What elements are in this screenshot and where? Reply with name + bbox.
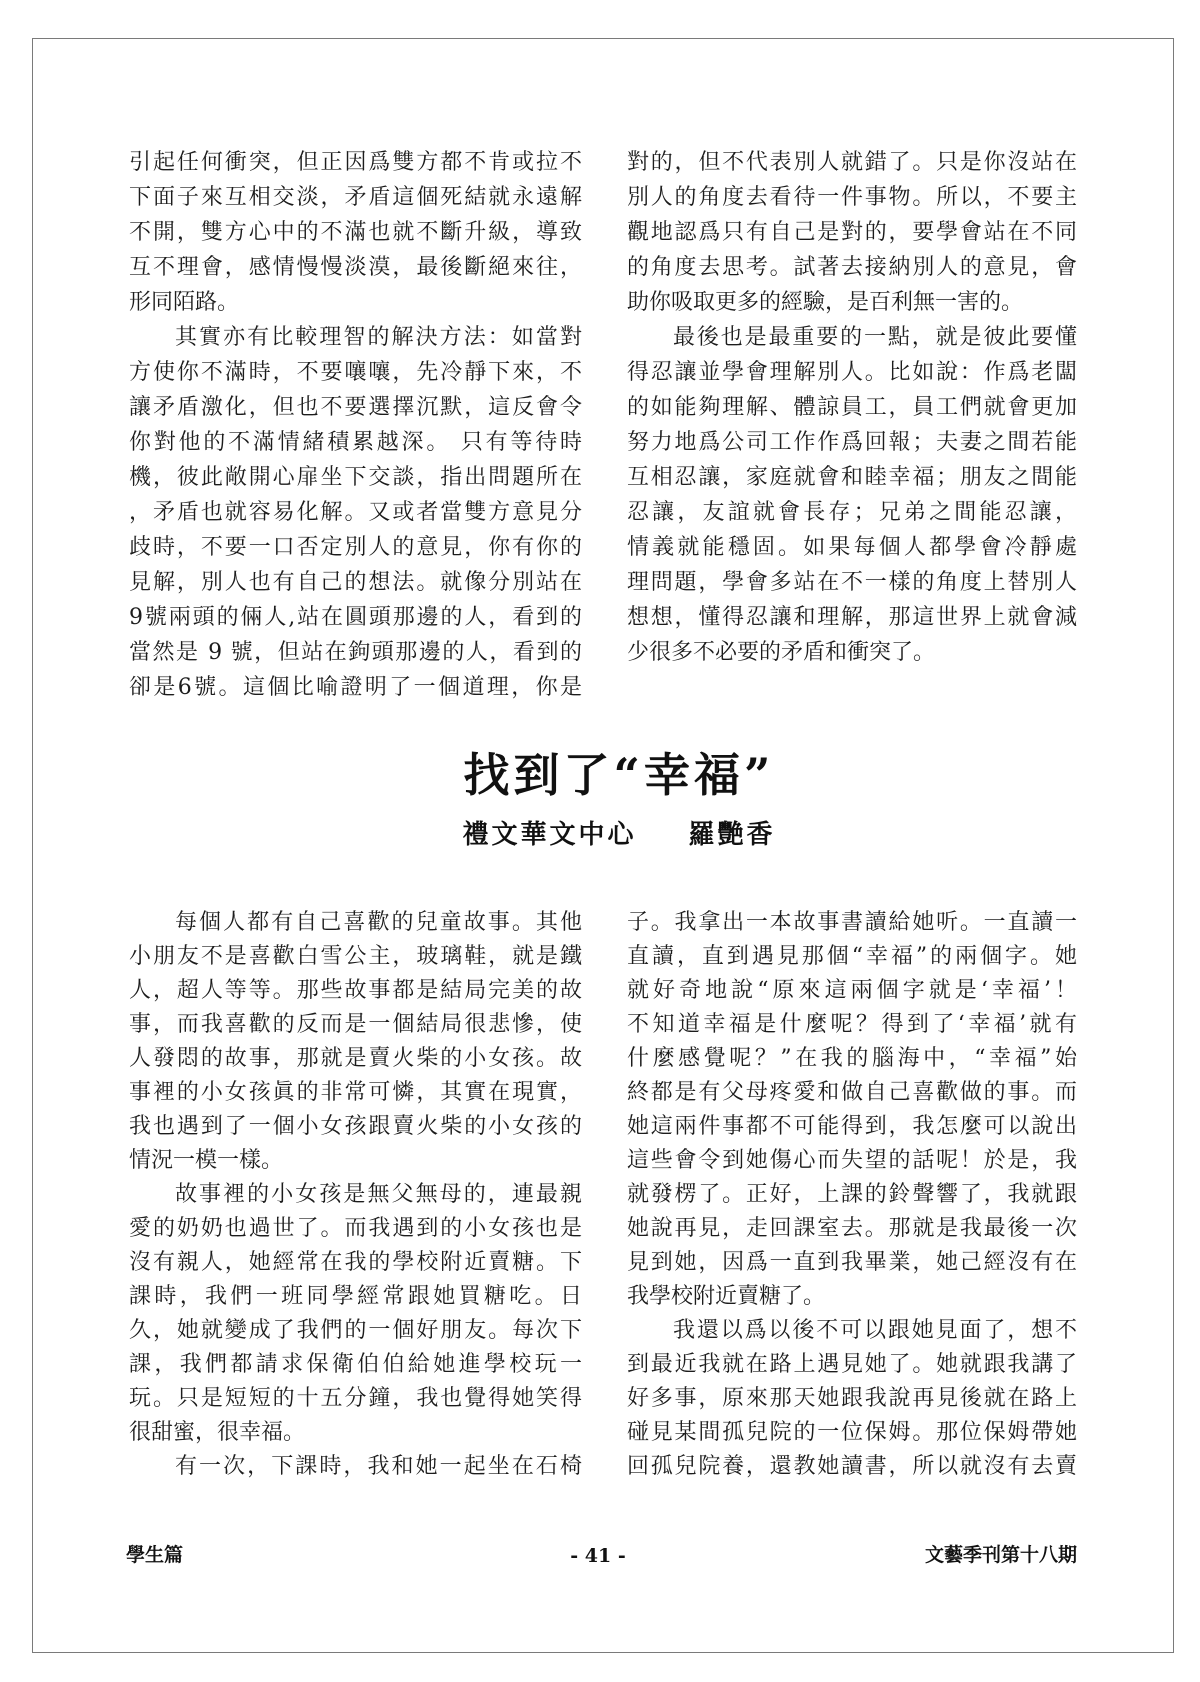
text-line: 理問題，學會多站在不一樣的角度上替別人 [627,570,1077,595]
text-line: 情義就能穩固。如果每個人都學會冷靜處 [627,535,1077,560]
article-right-column [627,906,1077,1484]
text-line: 小朋友不是喜歡白雪公主，玻璃鞋，就是鐵 [129,944,582,969]
text-line: 最後也是最重要的一點，就是彼此要懂 [673,325,1077,350]
text-line: 她說再見，走回課室去。那就是我最後一次 [627,1216,1077,1241]
text-line: 方使你不滿時，不要嚷嚷，先冷靜下來，不 [129,360,582,385]
text-line: 少很多不必要的矛盾和衝突了。 [627,640,936,665]
footer-section-label: 學生篇 [126,1545,184,1566]
text-line: 每個人都有自己喜歡的兒童故事。其他 [175,910,582,935]
text-line: 的角度去思考。試著去接納別人的意見，會 [627,255,1077,280]
text-line: 形同陌路。 [129,290,240,315]
text-line: 觀地認爲只有自己是對的，要學會站在不同 [627,220,1077,245]
text-line: 不知道幸福是什麼呢？得到了‘幸福’就有 [627,1012,1077,1037]
text-line: 你對他的不滿情緒積累越深。 只有等待時 [129,430,582,455]
text-line: 她這兩件事都不可能得到，我怎麼可以說出 [627,1114,1077,1139]
text-line: 努力地爲公司工作作爲回報；夫妻之間若能 [627,430,1077,455]
text-line: 這些會令到她傷心而失望的話呢！於是，我 [627,1148,1077,1173]
text-line: 歧時，不要一口否定別人的意見，你有你的 [129,535,582,560]
text-line: 人，超人等等。那些故事都是結局完美的故 [129,978,582,1003]
text-line: 就發楞了。正好，上課的鈴聲響了，我就跟 [627,1182,1077,1207]
footer-publication-name: 文藝季刊第十八期 [924,1545,1077,1566]
text-line: 碰見某間孤兒院的一位保姆。那位保姆帶她 [627,1420,1077,1445]
text-line: 忍讓，友誼就會長存；兄弟之間能忍讓， [627,500,1077,525]
text-line: 好多事，原來那天她跟我說再見後就在路上 [627,1386,1077,1411]
text-line: 得忍讓並學會理解別人。比如說：作爲老闆 [627,360,1077,385]
text-line: 玩。只是短短的十五分鐘，我也覺得她笑得 [129,1386,582,1411]
text-line: 其實亦有比較理智的解決方法：如當對 [175,325,582,350]
text-line: 9號兩頭的倆人,站在圓頭那邊的人，看到的 [129,605,582,630]
text-line: 有一次，下課時，我和她一起坐在石椅 [175,1454,582,1479]
text-line: 回孤兒院養，還教她讀書，所以就沒有去賣 [627,1454,1077,1479]
previous-article-left-column [129,145,582,705]
text-line: 引起任何衝突，但正因爲雙方都不肯或拉不 [129,150,582,175]
text-line: 當然是 9 號，但站在鉤頭那邊的人，看到的 [129,640,582,665]
text-line: 事裡的小女孩眞的非常可憐，其實在現實， [129,1080,582,1105]
text-line: 直讀，直到遇見那個“幸福”的兩個字。她 [627,944,1077,969]
text-line: 什麼感覺呢？”在我的腦海中，“幸福”始 [627,1046,1077,1071]
text-line: 久，她就變成了我們的一個好朋友。每次下 [129,1318,582,1343]
text-line: 事，而我喜歡的反而是一個結局很悲慘，使 [129,1012,582,1037]
text-line: 機，彼此敞開心扉坐下交談，指出問題所在 [129,465,582,490]
text-line: 人發悶的故事，那就是賣火柴的小女孩。故 [129,1046,582,1071]
text-line: 課，我們都請求保衛伯伯給她進學校玩一 [129,1352,582,1377]
author-organization: 禮文華文中心 [462,820,637,850]
article-left-column [129,906,582,1484]
text-line: 我也遇到了一個小女孩跟賣火柴的小女孩的 [129,1114,582,1139]
text-line: 就好奇地說“原來這兩個字就是‘幸福’！ [627,978,1077,1003]
text-line: 想想，懂得忍讓和理解，那這世界上就會減 [627,605,1077,630]
article-title: 找到了“幸福” [463,748,775,802]
text-line: 下面子來互相交淡，矛盾這個死結就永遠解 [129,185,582,210]
text-line: 我還以爲以後不可以跟她見面了，想不 [673,1318,1077,1343]
text-line: 互相忍讓，家庭就會和睦幸福；朋友之間能 [627,465,1077,490]
text-line: 我學校附近賣糖了。 [627,1284,826,1309]
previous-article-right-column [627,145,1077,670]
text-line: 愛的奶奶也過世了。而我遇到的小女孩也是 [129,1216,582,1241]
text-line: 見解，別人也有自己的想法。就像分別站在 [129,570,582,595]
text-line: 對的，但不代表別人就錯了。只是你沒站在 [627,150,1077,175]
text-line: 助你吸取更多的經驗，是百利無一害的。 [627,290,1024,315]
text-line: 情況一模一樣。 [129,1148,284,1173]
text-line: 卻是6號。這個比喻證明了一個道理，你是 [129,675,582,700]
text-line: 沒有親人，她經常在我的學校附近賣糖。下 [129,1250,582,1275]
text-line: ，矛盾也就容易化解。又或者當雙方意見分 [129,500,582,525]
text-line: 課時，我們一班同學經常跟她買糖吃。日 [129,1284,582,1309]
text-line: 很甜蜜，很幸福。 [129,1420,306,1445]
text-line: 見到她，因爲一直到我畢業，她己經沒有在 [627,1250,1077,1275]
text-line: 的如能夠理解、體諒員工，員工們就會更加 [627,395,1077,420]
article-byline [319,815,919,855]
text-line: 故事裡的小女孩是無父無母的，連最親 [175,1182,582,1207]
text-line: 讓矛盾激化，但也不要選擇沉默，這反會令 [129,395,582,420]
text-line: 別人的角度去看待一件事物。所以，不要主 [627,185,1077,210]
author-name: 羅艷香 [688,820,776,850]
footer-page-number: - 41 - [570,1545,626,1567]
text-line: 子。我拿出一本故事書讀給她听。一直讀一 [627,910,1077,935]
text-line: 不開，雙方心中的不滿也就不斷升級，導致 [129,220,582,245]
text-line: 互不理會，感情慢慢淡漠，最後斷絕來往， [129,255,582,280]
text-line: 終都是有父母疼愛和做自己喜歡做的事。而 [627,1080,1077,1105]
text-line: 到最近我就在路上遇見她了。她就跟我講了 [627,1352,1077,1377]
